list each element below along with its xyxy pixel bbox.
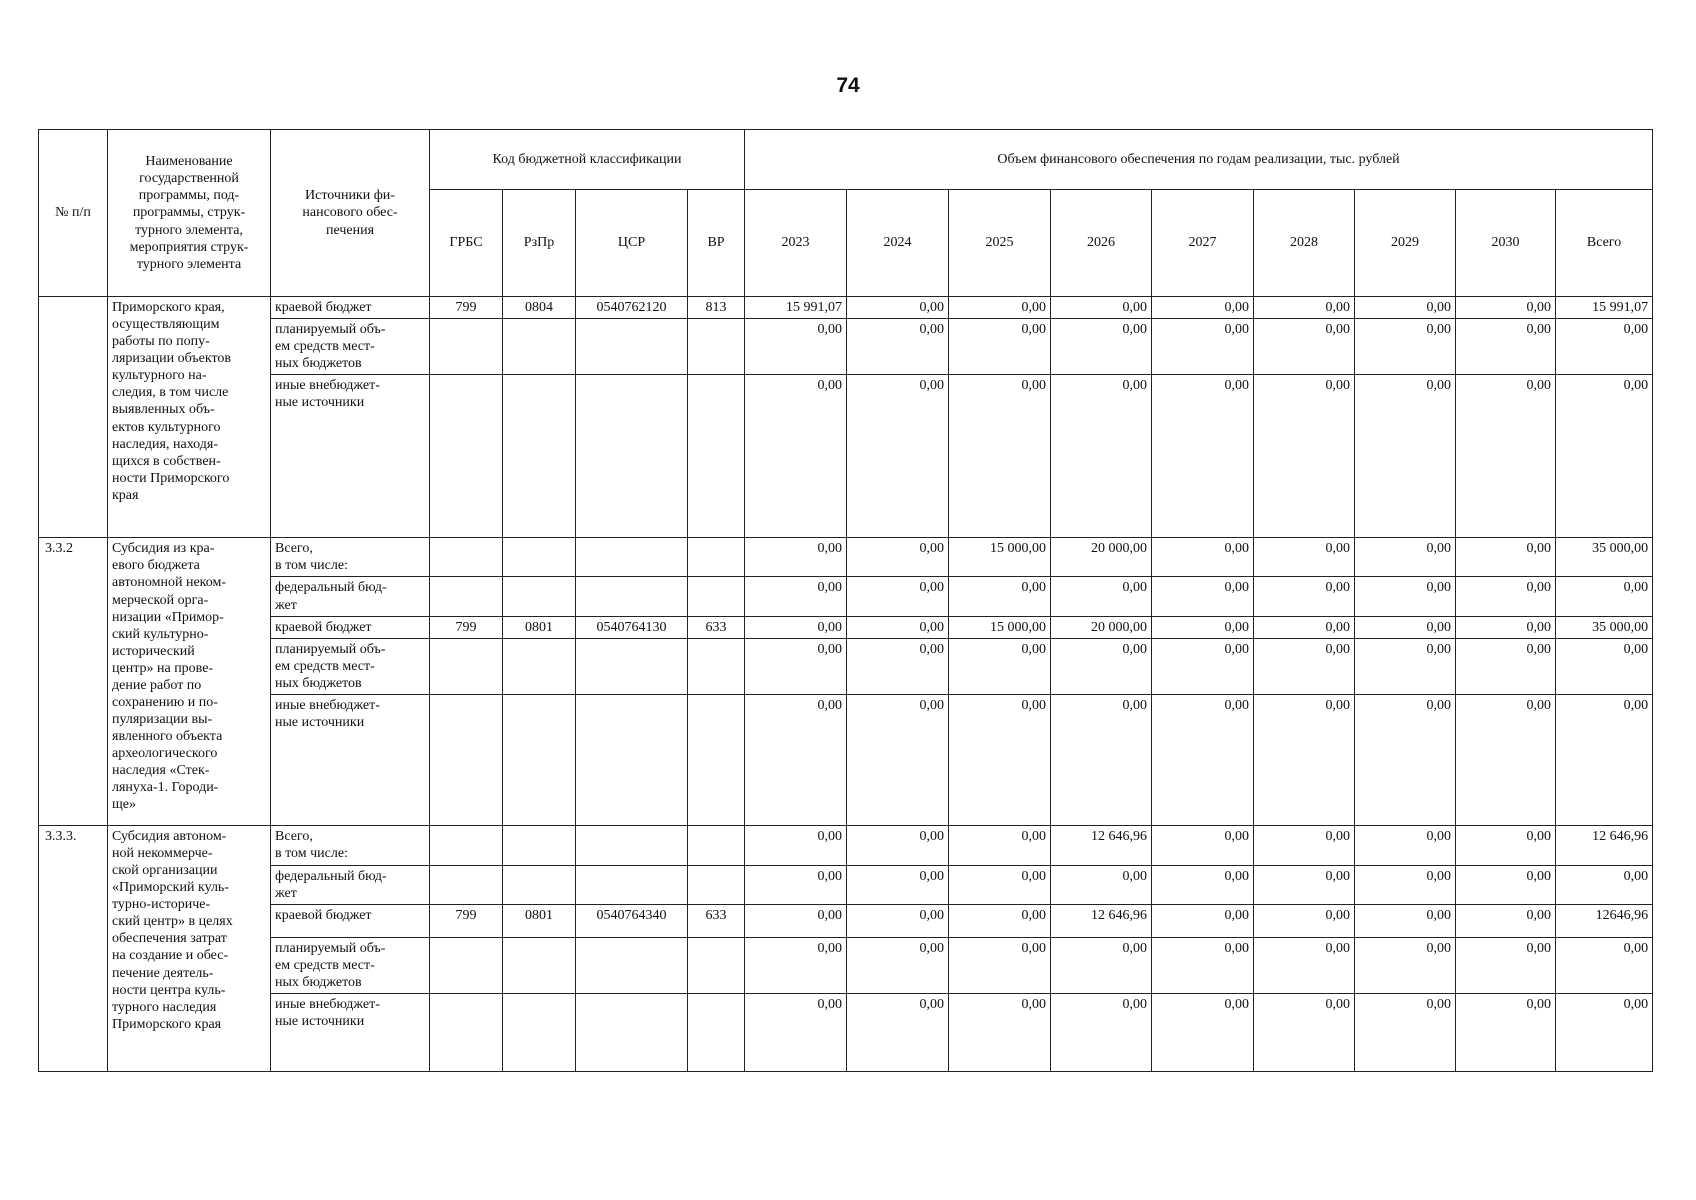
year-value: 15 991,07 bbox=[745, 297, 847, 319]
year-value: 0,00 bbox=[1254, 538, 1355, 577]
year-value: 0,00 bbox=[847, 865, 949, 904]
grbs-code bbox=[430, 938, 503, 994]
year-value: 0,00 bbox=[1152, 577, 1254, 616]
csr-code bbox=[576, 577, 688, 616]
year-value: 0,00 bbox=[1152, 694, 1254, 825]
vr-code: 633 bbox=[688, 616, 745, 638]
year-value: 0,00 bbox=[1051, 375, 1152, 538]
funding-source: иные внебюджет- ные источники bbox=[271, 994, 430, 1072]
header-name: Наименование государственной программы, под- программы, струк- турного элемента, мероприятия струк- турного элемента bbox=[108, 130, 271, 297]
table-row bbox=[39, 375, 1653, 538]
table-row bbox=[39, 994, 1653, 1072]
vr-code bbox=[688, 577, 745, 616]
year-value: 0,00 bbox=[1152, 905, 1254, 938]
year-value: 0,00 bbox=[949, 319, 1051, 375]
year-value: 0,00 bbox=[1051, 938, 1152, 994]
year-value: 0,00 bbox=[847, 616, 949, 638]
csr-code bbox=[576, 538, 688, 577]
csr-code: 0540762120 bbox=[576, 297, 688, 319]
rzpr-code: 0801 bbox=[503, 616, 576, 638]
year-value: 0,00 bbox=[949, 638, 1051, 694]
total-value: 0,00 bbox=[1556, 638, 1653, 694]
table-row bbox=[39, 938, 1653, 994]
year-value: 0,00 bbox=[1051, 865, 1152, 904]
rzpr-code: 0801 bbox=[503, 905, 576, 938]
rzpr-code bbox=[503, 577, 576, 616]
header-grbs: ГРБС bbox=[430, 190, 503, 297]
rzpr-code bbox=[503, 375, 576, 538]
grbs-code bbox=[430, 638, 503, 694]
header-csr: ЦСР bbox=[576, 190, 688, 297]
year-value: 0,00 bbox=[949, 938, 1051, 994]
funding-source: планируемый объ- ем средств мест- ных бюджетов bbox=[271, 638, 430, 694]
year-value: 0,00 bbox=[1152, 638, 1254, 694]
year-value: 0,00 bbox=[745, 825, 847, 865]
page-number: 74 bbox=[836, 74, 860, 97]
year-value: 0,00 bbox=[1456, 994, 1556, 1072]
grbs-code bbox=[430, 319, 503, 375]
funding-source: Всего, в том числе: bbox=[271, 538, 430, 577]
year-value: 0,00 bbox=[1254, 905, 1355, 938]
year-value: 0,00 bbox=[1456, 905, 1556, 938]
year-value: 0,00 bbox=[745, 319, 847, 375]
year-value: 0,00 bbox=[1456, 825, 1556, 865]
year-value: 0,00 bbox=[949, 694, 1051, 825]
year-value: 0,00 bbox=[1456, 375, 1556, 538]
year-value: 0,00 bbox=[1355, 616, 1456, 638]
year-value: 0,00 bbox=[1254, 825, 1355, 865]
rzpr-code: 0804 bbox=[503, 297, 576, 319]
header-kbk: Код бюджетной классификации bbox=[430, 130, 745, 190]
year-value: 0,00 bbox=[745, 905, 847, 938]
grbs-code bbox=[430, 825, 503, 865]
vr-code bbox=[688, 994, 745, 1072]
year-value: 0,00 bbox=[1456, 865, 1556, 904]
year-value: 0,00 bbox=[1254, 638, 1355, 694]
rzpr-code bbox=[503, 994, 576, 1072]
table-row bbox=[39, 297, 1653, 319]
year-value: 0,00 bbox=[1152, 865, 1254, 904]
year-value: 0,00 bbox=[745, 638, 847, 694]
header-year: 2028 bbox=[1254, 190, 1355, 297]
year-value: 0,00 bbox=[847, 905, 949, 938]
funding-source: федеральный бюд- жет bbox=[271, 577, 430, 616]
year-value: 0,00 bbox=[1456, 319, 1556, 375]
vr-code bbox=[688, 638, 745, 694]
year-value: 0,00 bbox=[1254, 577, 1355, 616]
year-value: 0,00 bbox=[745, 938, 847, 994]
vr-code bbox=[688, 825, 745, 865]
total-value: 15 991,07 bbox=[1556, 297, 1653, 319]
vr-code bbox=[688, 694, 745, 825]
year-value: 0,00 bbox=[949, 577, 1051, 616]
year-value: 0,00 bbox=[847, 375, 949, 538]
year-value: 20 000,00 bbox=[1051, 538, 1152, 577]
year-value: 0,00 bbox=[847, 694, 949, 825]
total-value: 12646,96 bbox=[1556, 905, 1653, 938]
total-value: 0,00 bbox=[1556, 938, 1653, 994]
year-value: 15 000,00 bbox=[949, 538, 1051, 577]
year-value: 0,00 bbox=[847, 319, 949, 375]
year-value: 0,00 bbox=[847, 825, 949, 865]
year-value: 0,00 bbox=[1355, 865, 1456, 904]
year-value: 0,00 bbox=[1254, 616, 1355, 638]
year-value: 0,00 bbox=[1254, 297, 1355, 319]
funding-source: краевой бюджет bbox=[271, 297, 430, 319]
grbs-code bbox=[430, 577, 503, 616]
year-value: 0,00 bbox=[745, 616, 847, 638]
table-row bbox=[39, 616, 1653, 638]
rzpr-code bbox=[503, 938, 576, 994]
header-year: 2027 bbox=[1152, 190, 1254, 297]
item-number: 3.3.3. bbox=[39, 825, 108, 1071]
table-body bbox=[39, 297, 1653, 1072]
year-value: 0,00 bbox=[1456, 538, 1556, 577]
item-name: Приморского края, осуществляющим работы по попу- ляризации объектов культурного на- следия, в том числе выявленных объ- ектов культурного наследия, находя- щихся в собствен- ности Приморского края bbox=[108, 297, 271, 538]
grbs-code bbox=[430, 375, 503, 538]
year-value: 0,00 bbox=[1355, 577, 1456, 616]
year-value: 12 646,96 bbox=[1051, 825, 1152, 865]
vr-code bbox=[688, 319, 745, 375]
header-total: Всего bbox=[1556, 190, 1653, 297]
total-value: 35 000,00 bbox=[1556, 616, 1653, 638]
year-value: 0,00 bbox=[949, 905, 1051, 938]
funding-source: краевой бюджет bbox=[271, 905, 430, 938]
year-value: 15 000,00 bbox=[949, 616, 1051, 638]
vr-code: 813 bbox=[688, 297, 745, 319]
table-row bbox=[39, 319, 1653, 375]
grbs-code bbox=[430, 538, 503, 577]
rzpr-code bbox=[503, 825, 576, 865]
year-value: 0,00 bbox=[1456, 297, 1556, 319]
header-num: № п/п bbox=[39, 130, 108, 297]
vr-code: 633 bbox=[688, 905, 745, 938]
funding-source: иные внебюджет- ные источники bbox=[271, 375, 430, 538]
total-value: 0,00 bbox=[1556, 577, 1653, 616]
year-value: 0,00 bbox=[745, 994, 847, 1072]
funding-source: краевой бюджет bbox=[271, 616, 430, 638]
year-value: 0,00 bbox=[1152, 538, 1254, 577]
total-value: 12 646,96 bbox=[1556, 825, 1653, 865]
total-value: 0,00 bbox=[1556, 865, 1653, 904]
year-value: 0,00 bbox=[1152, 616, 1254, 638]
year-value: 0,00 bbox=[745, 865, 847, 904]
budget-table bbox=[38, 129, 1653, 1072]
year-value: 0,00 bbox=[745, 375, 847, 538]
year-value: 0,00 bbox=[1051, 577, 1152, 616]
table-header bbox=[39, 130, 1653, 297]
vr-code bbox=[688, 865, 745, 904]
year-value: 0,00 bbox=[1051, 319, 1152, 375]
total-value: 0,00 bbox=[1556, 994, 1653, 1072]
year-value: 0,00 bbox=[745, 577, 847, 616]
table-row bbox=[39, 825, 1653, 865]
csr-code bbox=[576, 375, 688, 538]
year-value: 0,00 bbox=[847, 297, 949, 319]
table-row bbox=[39, 577, 1653, 616]
grbs-code bbox=[430, 994, 503, 1072]
year-value: 12 646,96 bbox=[1051, 905, 1152, 938]
rzpr-code bbox=[503, 319, 576, 375]
year-value: 0,00 bbox=[1355, 694, 1456, 825]
year-value: 0,00 bbox=[1456, 577, 1556, 616]
grbs-code bbox=[430, 865, 503, 904]
grbs-code: 799 bbox=[430, 297, 503, 319]
csr-code bbox=[576, 694, 688, 825]
year-value: 0,00 bbox=[1254, 865, 1355, 904]
vr-code bbox=[688, 375, 745, 538]
year-value: 0,00 bbox=[1051, 994, 1152, 1072]
header-source: Источники фи- нансового обес- печения bbox=[271, 130, 430, 297]
funding-source: планируемый объ- ем средств мест- ных бюджетов bbox=[271, 938, 430, 994]
year-value: 0,00 bbox=[1254, 375, 1355, 538]
year-value: 0,00 bbox=[949, 375, 1051, 538]
year-value: 0,00 bbox=[1254, 938, 1355, 994]
year-value: 0,00 bbox=[1355, 538, 1456, 577]
funding-source: Всего, в том числе: bbox=[271, 825, 430, 865]
year-value: 0,00 bbox=[847, 638, 949, 694]
grbs-code: 799 bbox=[430, 616, 503, 638]
header-year: 2025 bbox=[949, 190, 1051, 297]
year-value: 0,00 bbox=[1355, 638, 1456, 694]
header-year: 2030 bbox=[1456, 190, 1556, 297]
csr-code bbox=[576, 825, 688, 865]
item-number: 3.3.2 bbox=[39, 538, 108, 826]
total-value: 0,00 bbox=[1556, 694, 1653, 825]
year-value: 0,00 bbox=[1456, 938, 1556, 994]
year-value: 0,00 bbox=[1355, 938, 1456, 994]
year-value: 0,00 bbox=[847, 994, 949, 1072]
total-value: 0,00 bbox=[1556, 319, 1653, 375]
item-number bbox=[39, 297, 108, 538]
year-value: 0,00 bbox=[1051, 297, 1152, 319]
year-value: 0,00 bbox=[1456, 638, 1556, 694]
rzpr-code bbox=[503, 694, 576, 825]
funding-source: планируемый объ- ем средств мест- ных бюджетов bbox=[271, 319, 430, 375]
year-value: 20 000,00 bbox=[1051, 616, 1152, 638]
total-value: 0,00 bbox=[1556, 375, 1653, 538]
year-value: 0,00 bbox=[1152, 938, 1254, 994]
table-row bbox=[39, 638, 1653, 694]
csr-code bbox=[576, 638, 688, 694]
year-value: 0,00 bbox=[949, 994, 1051, 1072]
year-value: 0,00 bbox=[1456, 694, 1556, 825]
vr-code bbox=[688, 538, 745, 577]
table-row bbox=[39, 865, 1653, 904]
year-value: 0,00 bbox=[949, 297, 1051, 319]
year-value: 0,00 bbox=[1355, 297, 1456, 319]
grbs-code: 799 bbox=[430, 905, 503, 938]
year-value: 0,00 bbox=[1355, 905, 1456, 938]
csr-code bbox=[576, 319, 688, 375]
year-value: 0,00 bbox=[1152, 297, 1254, 319]
year-value: 0,00 bbox=[1152, 375, 1254, 538]
year-value: 0,00 bbox=[1355, 375, 1456, 538]
funding-source: федеральный бюд- жет bbox=[271, 865, 430, 904]
csr-code bbox=[576, 938, 688, 994]
vr-code bbox=[688, 938, 745, 994]
year-value: 0,00 bbox=[1152, 994, 1254, 1072]
funding-source: иные внебюджет- ные источники bbox=[271, 694, 430, 825]
year-value: 0,00 bbox=[949, 825, 1051, 865]
year-value: 0,00 bbox=[1051, 638, 1152, 694]
csr-code bbox=[576, 865, 688, 904]
year-value: 0,00 bbox=[949, 865, 1051, 904]
header-vr: ВР bbox=[688, 190, 745, 297]
year-value: 0,00 bbox=[745, 538, 847, 577]
year-value: 0,00 bbox=[1355, 994, 1456, 1072]
item-name: Субсидия автоном- ной некоммерче- ской организации «Приморский куль- турно-историче- ский центр» в целях обеспечения затрат на создание и обес- печение деятель- ности центра куль- турного наследия Приморского края bbox=[108, 825, 271, 1071]
csr-code: 0540764130 bbox=[576, 616, 688, 638]
total-value: 35 000,00 bbox=[1556, 538, 1653, 577]
year-value: 0,00 bbox=[1254, 319, 1355, 375]
table-row bbox=[39, 905, 1653, 938]
header-volume: Объем финансового обеспечения по годам реализации, тыс. рублей bbox=[745, 130, 1653, 190]
year-value: 0,00 bbox=[1254, 994, 1355, 1072]
rzpr-code bbox=[503, 865, 576, 904]
item-name: Субсидия из кра- евого бюджета автономной неком- мерческой орга- низации «Примор- ский культурно- исторический центр» на прове- дение работ по сохранению и по- пуляризации вы- явленного объекта археологического наследия «Стек- лянуха-1. Городи- ще» bbox=[108, 538, 271, 826]
year-value: 0,00 bbox=[1152, 825, 1254, 865]
csr-code bbox=[576, 994, 688, 1072]
table-row bbox=[39, 538, 1653, 577]
header-rzpr: РзПр bbox=[503, 190, 576, 297]
header-year: 2026 bbox=[1051, 190, 1152, 297]
grbs-code bbox=[430, 694, 503, 825]
header-year: 2023 bbox=[745, 190, 847, 297]
table-row bbox=[39, 694, 1653, 825]
year-value: 0,00 bbox=[745, 694, 847, 825]
rzpr-code bbox=[503, 638, 576, 694]
year-value: 0,00 bbox=[1152, 319, 1254, 375]
year-value: 0,00 bbox=[1254, 694, 1355, 825]
year-value: 0,00 bbox=[1051, 694, 1152, 825]
year-value: 0,00 bbox=[1355, 319, 1456, 375]
year-value: 0,00 bbox=[1456, 616, 1556, 638]
year-value: 0,00 bbox=[847, 538, 949, 577]
year-value: 0,00 bbox=[847, 577, 949, 616]
header-year: 2029 bbox=[1355, 190, 1456, 297]
header-year: 2024 bbox=[847, 190, 949, 297]
csr-code: 0540764340 bbox=[576, 905, 688, 938]
year-value: 0,00 bbox=[1355, 825, 1456, 865]
rzpr-code bbox=[503, 538, 576, 577]
year-value: 0,00 bbox=[847, 938, 949, 994]
